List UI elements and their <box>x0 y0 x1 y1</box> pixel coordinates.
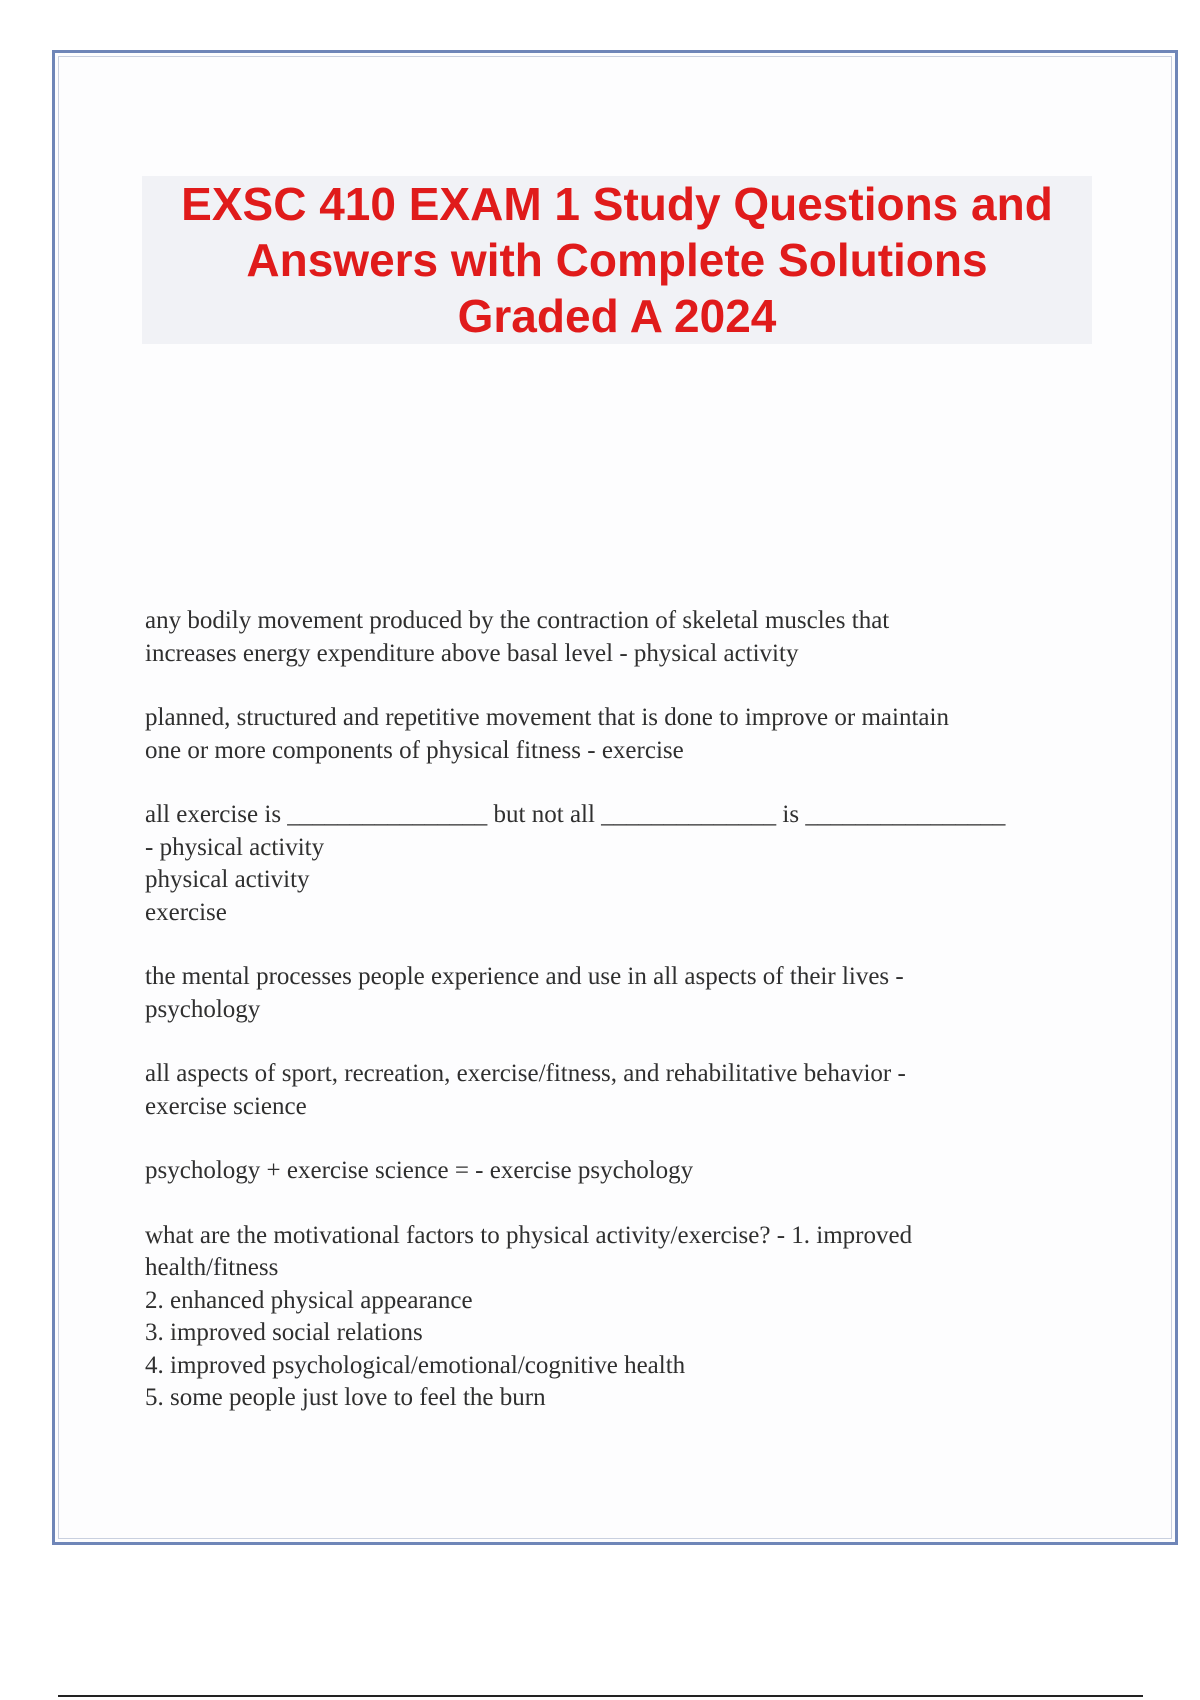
qa-entry <box>145 799 1095 929</box>
bottom-divider <box>58 1695 1143 1697</box>
title-line: EXSC 410 EXAM 1 Study Questions and <box>181 178 1053 230</box>
qa-line: exercise science <box>145 1092 307 1120</box>
qa-entry <box>145 961 1095 1026</box>
qa-line: one or more components of physical fitness - exercise <box>145 736 684 764</box>
qa-line: physical activity <box>145 866 310 893</box>
qa-line: what are the motivational factors to physical activity/exercise? - 1. improved <box>145 1221 913 1249</box>
qa-entry <box>145 1058 1095 1123</box>
qa-entry <box>145 702 1095 767</box>
qa-line: psychology <box>145 995 261 1023</box>
qa-line: exercise <box>145 898 227 926</box>
title-line: Answers with Complete Solutions <box>246 234 988 286</box>
qa-line: - physical activity <box>145 833 325 861</box>
qa-line: 2. enhanced physical appearance <box>145 1286 473 1314</box>
qa-line: planned, structured and repetitive movement that is done to improve or maintain <box>145 704 949 731</box>
qa-line: psychology + exercise science = - exercise psychology <box>145 1157 694 1184</box>
qa-entry <box>145 1220 1095 1415</box>
qa-line: all aspects of sport, recreation, exercise/fitness, and rehabilitative behavior - <box>145 1060 906 1087</box>
qa-entry <box>145 1155 1095 1188</box>
qa-line: 3. improved social relations <box>145 1319 423 1346</box>
qa-line: any bodily movement produced by the contraction of skeletal muscles that <box>145 607 890 634</box>
qa-line: all exercise is ________________ but not all ______________ is ________________ <box>145 801 1006 828</box>
qa-list <box>145 605 1095 1447</box>
qa-entry <box>145 605 1095 670</box>
document-title <box>147 176 1087 344</box>
qa-line: health/fitness <box>145 1254 279 1281</box>
title-line: Graded A 2024 <box>457 290 777 342</box>
title-banner <box>142 176 1092 344</box>
qa-line: 5. some people just love to feel the burn <box>145 1384 546 1411</box>
qa-line: increases energy expenditure above basal level - physical activity <box>145 639 799 667</box>
qa-line: the mental processes people experience and use in all aspects of their lives - <box>145 963 904 990</box>
qa-line: 4. improved psychological/emotional/cognitive health <box>145 1351 686 1379</box>
